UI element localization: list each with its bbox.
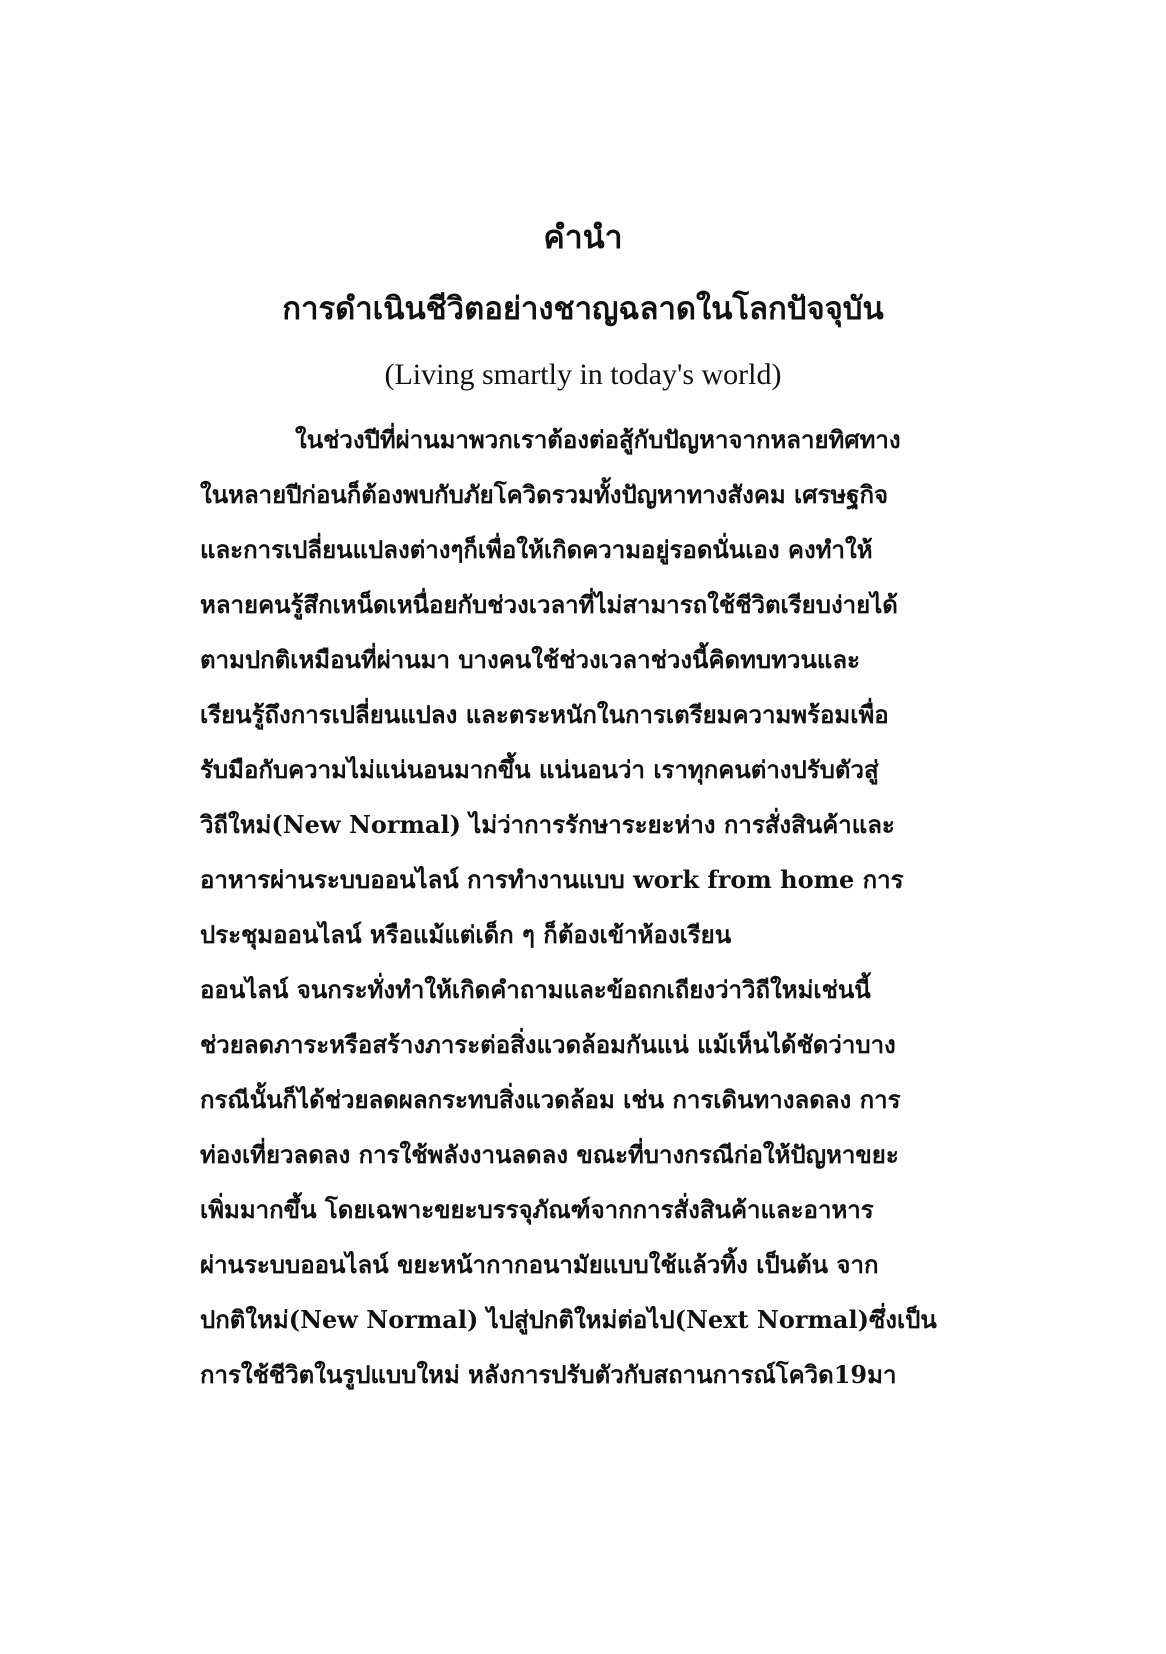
body-line: ช่วยลดภาระหรือสร้างภาระต่อสิ่งแวดล้อมกันแน่ แม้เห็นได้ชัดว่าบาง xyxy=(200,1030,896,1059)
body-line: รับมือกับความไม่แน่นอนมากขึ้น แน่นอนว่า เราทุกคนต่างปรับตัวสู่ xyxy=(200,755,879,784)
body-line: ปกติใหม่(New Normal) ไปสู่ปกติใหม่ต่อไป(Next Normal)ซึ่งเป็น xyxy=(200,1305,937,1334)
body-line: ตามปกติเหมือนที่ผ่านมา บางคนใช้ช่วงเวลาช่วงนี้คิดทบทวนและ xyxy=(200,645,860,674)
body-line: ประชุมออนไลน์ หรือแม้แต่เด็ก ๆ ก็ต้องเข้าห้องเรียน xyxy=(200,920,732,949)
body-line: เรียนรู้ถึงการเปลี่ยนแปลง และตระหนักในการเตรียมความพร้อมเพื่อ xyxy=(200,700,889,729)
body-line: ในช่วงปีที่ผ่านมาพวกเราต้องต่อสู้กับปัญหาจากหลายทิศทาง xyxy=(295,425,901,454)
body-line: และการเปลี่ยนแปลงต่างๆก็เพื่อให้เกิดความอยู่รอดนั่นเอง คงทำให้ xyxy=(200,535,873,564)
body-line: เพิ่มมากขึ้น โดยเฉพาะขยะบรรจุภัณฑ์จากการสั่งสินค้าและอาหาร xyxy=(200,1195,874,1224)
document-title: การดำเนินชีวิตอย่างชาญฉลาดในโลกปัจจุบัน xyxy=(282,291,884,327)
document-subtitle: (Living smartly in today's world) xyxy=(384,358,782,391)
body-line: หลายคนรู้สึกเหน็ดเหนื่อยกับช่วงเวลาที่ไม่สามารถใช้ชีวิตเรียบง่ายได้ xyxy=(200,590,898,619)
body-line: การใช้ชีวิตในรูปแบบใหม่ หลังการปรับตัวกับสถานการณ์โควิด19มา xyxy=(200,1360,897,1389)
body-line: ในหลายปีก่อนก็ต้องพบกับภัยโควิดรวมทั้งปัญหาทางสังคม เศรษฐกิจ xyxy=(200,480,889,509)
body-line: ผ่านระบบออนไลน์ ขยะหน้ากากอนามัยแบบใช้แล้วทิ้ง เป็นต้น จาก xyxy=(200,1250,879,1279)
body-line: ออนไลน์ จนกระทั่งทำให้เกิดคำถามและข้อถกเถียงว่าวิถีใหม่เช่นนี้ xyxy=(200,975,871,1004)
body-line: กรณีนั้นก็ได้ช่วยลดผลกระทบสิ่งแวดล้อม เช่น การเดินทางลดลง การ xyxy=(200,1085,901,1114)
body-line: วิถีใหม่(New Normal) ไม่ว่าการรักษาระยะห่าง การสั่งสินค้าและ xyxy=(200,810,895,839)
body-line: อาหารผ่านระบบออนไลน์ การทำงานแบบ work from home การ xyxy=(200,865,904,894)
body-line: ท่องเที่ยวลดลง การใช้พลังงานลดลง ขณะที่บางกรณีก่อให้ปัญหาขยะ xyxy=(200,1140,899,1169)
body-paragraph xyxy=(200,412,980,1402)
preface-heading: คำนำ xyxy=(543,218,623,256)
